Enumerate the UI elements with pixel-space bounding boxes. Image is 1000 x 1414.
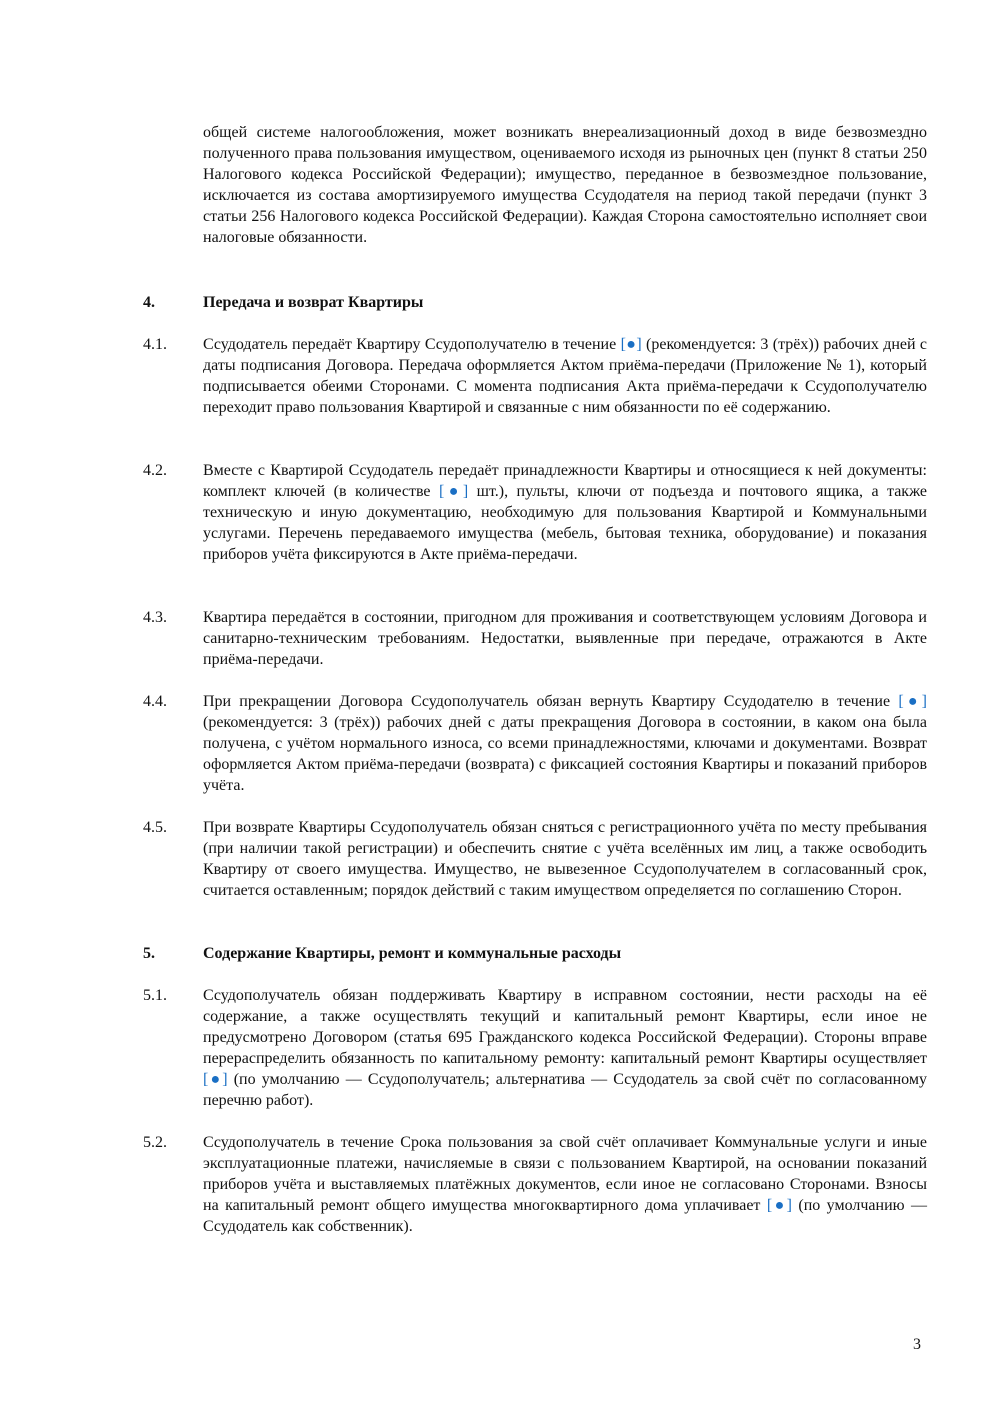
clause-number: 5.1.: [143, 987, 167, 1004]
section-title: Передача и возврат Квартиры: [203, 294, 424, 311]
intro-paragraph: общей системе налогообложения, может возникать внереализационный доход в виде безвозмездно полученного права пользования имуществом, оцениваемого исходя из рыночных цен (пункт 8 статьи 250 Налогового кодекса Российской Федерации); имущество, переданное в безвозмездное пользование, исключается из состава амортизируемого имущества Ссудодателя на период такой передачи (пункт 3 статьи 256 Налогового кодекса Российской Федерации). Каждая Сторона самостоятельно исполняет свои налоговые обязанности.: [203, 124, 927, 246]
clause-number: 4.2.: [143, 462, 167, 479]
page-number: 3: [913, 1336, 921, 1353]
section-title: Содержание Квартиры, ремонт и коммунальные расходы: [203, 945, 622, 962]
clause-text: Вместе с Квартирой Ссудодатель передаёт принадлежности Квартиры и относящиеся к ней документы: комплект ключей (в количестве [●] шт.), пульты, ключи от подъезда и почтового ящика, а также техническую и иную документацию, необходимую для пользования Квартирой и Коммунальными услугами. Перечень передаваемого имущества (мебель, бытовая техника, оборудование) и показания приборов учёта фиксируются в Акте приёма-передачи.: [203, 462, 928, 563]
placeholder-field[interactable]: [●]: [620, 336, 642, 353]
clause-text: При возврате Квартиры Ссудополучатель обязан сняться с регистрационного учёта по месту пребывания (при наличии такой регистрации) и обеспечить снятие с учёта вселённых им лиц, а также освободить Квартиру от своего имущества. Имущество, не вывезенное Ссудополучателем в согласованный срок, считается оставленным; порядок действий с таким имуществом определяется по соглашению Сторон.: [203, 819, 927, 899]
clause-number: 4.4.: [143, 693, 167, 710]
section-number: 5.: [143, 945, 155, 962]
clause-text: Ссудодатель передаёт Квартиру Ссудополучателю в течение [●] (рекомендуется: 3 (трёх)) рабочих дней с даты подписания Договора. Передача оформляется Актом приёма-передачи (Приложение № 1), который подписывается обеими Сторонами. С момента подписания Акта приёма-передачи к Ссудополучателю переходит право пользования Квартирой и связанные с ним обязанности по её содержанию.: [203, 336, 928, 416]
section-number: 4.: [143, 294, 155, 311]
placeholder-field[interactable]: [●]: [766, 1197, 792, 1214]
placeholder-field[interactable]: [●]: [438, 483, 469, 500]
clause-text: Ссудополучатель в течение Срока пользования за свой счёт оплачивает Коммунальные услуги и иные эксплуатационные платежи, начисляемые в связи с пользованием Квартирой, на основании показаний приборов учёта и выставляемых платёжных документов, если иное не согласовано Сторонами. Взносы на капитальный ремонт общего имущества многоквартирного дома уплачивает [●] (по умолчанию — Ссудодатель как собственник).: [203, 1134, 928, 1235]
clause-text: Квартира передаётся в состоянии, пригодном для проживания и соответствующем условиям Договора и санитарно-техническим требованиям. Недостатки, выявленные при передаче, отражаются в Акте приёма-передачи.: [203, 609, 927, 668]
placeholder-field[interactable]: [●]: [898, 693, 928, 710]
placeholder-field[interactable]: [●]: [203, 1071, 228, 1088]
clause-number: 5.2.: [143, 1134, 167, 1151]
clause-number: 4.5.: [143, 819, 167, 836]
clause-number: 4.1.: [143, 336, 167, 353]
clause-number: 4.3.: [143, 609, 167, 626]
clause-text: Ссудополучатель обязан поддерживать Квартиру в исправном состоянии, нести расходы на её содержание, а также осуществлять текущий и капитальный ремонт Квартиры, если иное не предусмотрено Договором (статья 695 Гражданского кодекса Российской Федерации). Стороны вправе перераспределить обязанность по капитальному ремонту: капитальный ремонт Квартиры осуществляет [●] (по умолчанию — Ссудополучатель; альтернатива — Ссудодатель за свой счёт по согласованному перечню работ).: [203, 987, 927, 1109]
clause-text: При прекращении Договора Ссудополучатель обязан вернуть Квартиру Ссудодателю в течение [●] (рекомендуется: 3 (трёх)) рабочих дней с даты прекращения Договора в состоянии, в каком она была получена, с учётом нормального износа, со всеми принадлежностями, ключами и документами. Возврат оформляется Актом приёма-передачи (возврата) с фиксацией состояния Квартиры и показаний приборов учёта.: [203, 693, 928, 794]
